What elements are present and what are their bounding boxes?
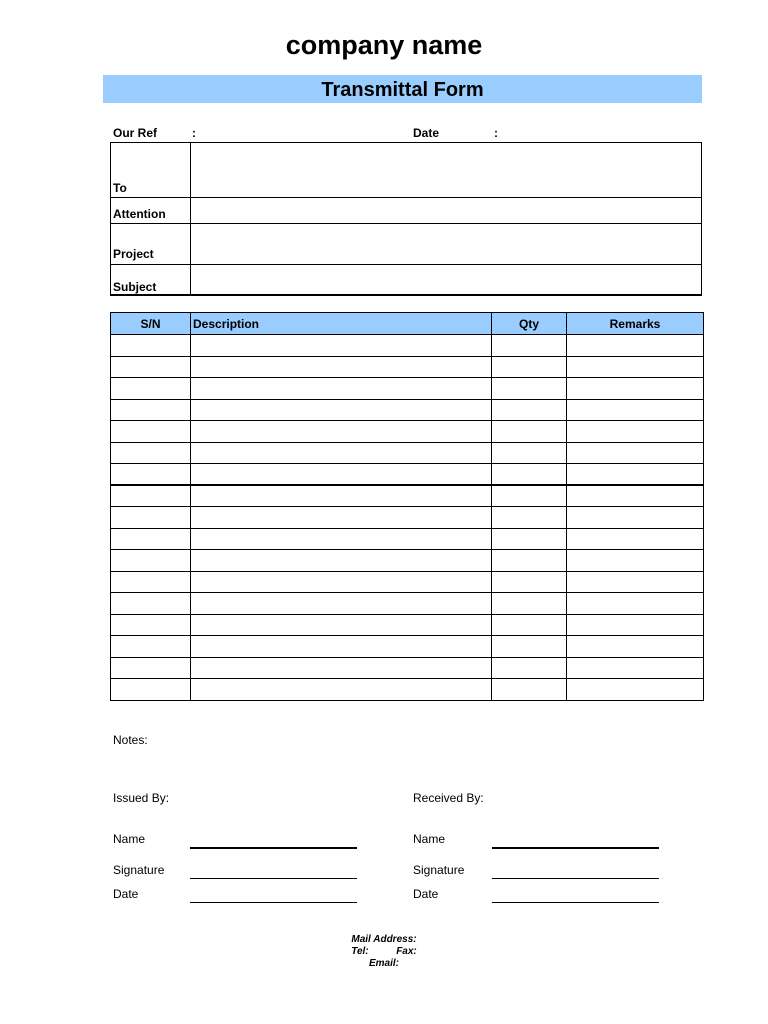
table-row [111,485,704,507]
received-date-label: Date [413,887,439,901]
table-row [111,507,704,529]
cell-qty[interactable] [492,485,567,507]
cell-sn[interactable] [111,528,191,550]
table-row [111,528,704,550]
footer-tel-fax [0,946,768,958]
cell-sn[interactable] [111,399,191,421]
col-description-header: Description [191,313,492,335]
cell-sn[interactable] [111,593,191,615]
cell-remarks[interactable] [567,442,704,464]
cell-remarks[interactable] [567,614,704,636]
notes-label: Notes: [113,733,148,747]
footer-fax: Fax: [396,946,417,957]
table-row [111,657,704,679]
table-header-row [111,313,704,335]
cell-qty[interactable] [492,378,567,400]
cell-description[interactable] [191,421,492,443]
cell-sn[interactable] [111,550,191,572]
table-row [111,550,704,572]
cell-remarks[interactable] [567,464,704,486]
cell-description[interactable] [191,614,492,636]
table-row [111,636,704,658]
issued-name-label: Name [113,832,146,846]
cell-description[interactable] [191,636,492,658]
cell-description[interactable] [191,571,492,593]
recipient-info-box [110,142,702,296]
cell-sn[interactable] [111,356,191,378]
cell-sn[interactable] [111,335,191,357]
cell-description[interactable] [191,528,492,550]
cell-qty[interactable] [492,335,567,357]
footer-contact [0,934,768,970]
received-by-label: Received By: [413,791,484,805]
cell-remarks[interactable] [567,571,704,593]
received-signature-label: Signature [413,863,465,877]
cell-remarks[interactable] [567,485,704,507]
table-row [111,399,704,421]
cell-description[interactable] [191,657,492,679]
date-label: Date [413,126,440,140]
date-colon: : [494,126,498,140]
issued-signature-label: Signature [113,863,165,877]
cell-qty[interactable] [492,507,567,529]
table-row [111,356,704,378]
cell-remarks[interactable] [567,356,704,378]
table-row [111,442,704,464]
cell-description[interactable] [191,335,492,357]
issued-name-line[interactable] [190,847,357,849]
items-table [110,312,704,701]
cell-qty[interactable] [492,399,567,421]
col-sn-header: S/N [111,313,191,335]
cell-sn[interactable] [111,442,191,464]
cell-description[interactable] [191,356,492,378]
cell-remarks[interactable] [567,335,704,357]
cell-qty[interactable] [492,657,567,679]
cell-qty[interactable] [492,550,567,572]
issued-by-label: Issued By: [113,791,170,805]
our-ref-colon: : [192,126,196,140]
cell-sn[interactable] [111,636,191,658]
table-row [111,421,704,443]
table-row [111,571,704,593]
cell-description[interactable] [191,399,492,421]
cell-sn[interactable] [111,657,191,679]
cell-sn[interactable] [111,485,191,507]
received-date-line[interactable] [492,902,659,903]
issued-signature-line[interactable] [190,878,357,879]
cell-qty[interactable] [492,571,567,593]
cell-remarks[interactable] [567,421,704,443]
table-row [111,679,704,701]
cell-description[interactable] [191,550,492,572]
company-name: company name [285,30,483,60]
items-table-body [111,335,704,701]
cell-qty[interactable] [492,421,567,443]
form-title-banner: Transmittal Form [103,75,702,103]
cell-remarks[interactable] [567,507,704,529]
project-label: Project [113,247,154,261]
issued-date-label: Date [113,887,139,901]
cell-sn[interactable] [111,378,191,400]
cell-remarks[interactable] [567,399,704,421]
received-name-label: Name [413,832,446,846]
col-remarks-header: Remarks [567,313,704,335]
to-label: To [113,181,127,195]
cell-sn[interactable] [111,421,191,443]
cell-qty[interactable] [492,679,567,701]
cell-description[interactable] [191,442,492,464]
our-ref-label: Our Ref [113,126,158,140]
cell-sn[interactable] [111,679,191,701]
footer-email: Email: [368,958,399,969]
received-signature-line[interactable] [492,878,659,879]
issued-date-line[interactable] [190,902,357,903]
footer-mail-address: Mail Address: [351,934,417,945]
cell-sn[interactable] [111,571,191,593]
cell-sn[interactable] [111,614,191,636]
cell-qty[interactable] [492,442,567,464]
cell-description[interactable] [191,464,492,486]
cell-remarks[interactable] [567,657,704,679]
cell-qty[interactable] [492,636,567,658]
cell-remarks[interactable] [567,679,704,701]
table-row [111,378,704,400]
table-row [111,614,704,636]
cell-description[interactable] [191,485,492,507]
table-row [111,335,704,357]
subject-label: Subject [113,280,157,294]
cell-description[interactable] [191,378,492,400]
table-row [111,464,704,486]
cell-qty[interactable] [492,614,567,636]
cell-description[interactable] [191,507,492,529]
cell-remarks[interactable] [567,550,704,572]
cell-remarks[interactable] [567,636,704,658]
received-name-line[interactable] [492,847,659,849]
cell-remarks[interactable] [567,593,704,615]
cell-remarks[interactable] [567,528,704,550]
cell-description[interactable] [191,593,492,615]
footer-tel: Tel: [351,946,369,957]
cell-sn[interactable] [111,507,191,529]
col-qty-header: Qty [492,313,567,335]
cell-qty[interactable] [492,593,567,615]
table-row [111,593,704,615]
attention-label: Attention [113,207,166,221]
cell-qty[interactable] [492,528,567,550]
cell-qty[interactable] [492,356,567,378]
cell-sn[interactable] [111,464,191,486]
cell-description[interactable] [191,679,492,701]
cell-remarks[interactable] [567,378,704,400]
cell-qty[interactable] [492,464,567,486]
